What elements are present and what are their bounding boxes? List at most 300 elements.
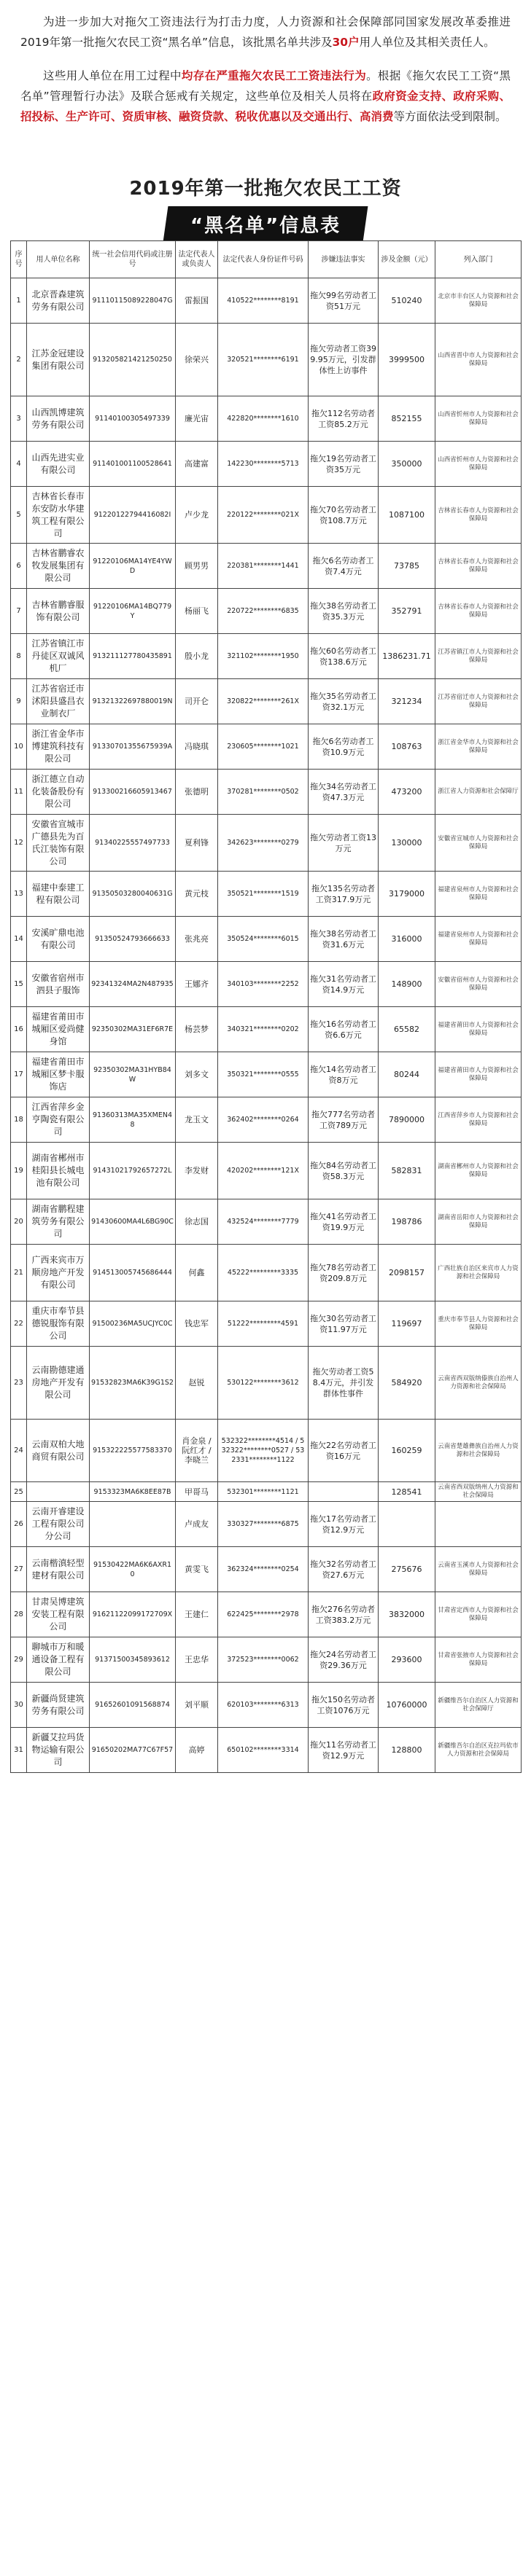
amount-cell: 7890000 — [379, 1097, 435, 1143]
row-number-cell: 30 — [11, 1683, 27, 1728]
id-number-cell: 420202********121X — [218, 1143, 309, 1199]
amount-cell: 119697 — [379, 1301, 435, 1347]
legal-representative-cell: 杨丽飞 — [176, 589, 218, 634]
row-number-cell: 14 — [11, 917, 27, 962]
row-number-cell: 4 — [11, 442, 27, 487]
company-name-cell: 福建省莆田市城厢区梦卡服饰店 — [27, 1052, 90, 1097]
credit-code-cell: 91220106MA14BQ779Y — [90, 589, 176, 634]
credit-code-cell: 91532823MA6K39G1S2 — [90, 1347, 176, 1420]
table-header-cell: 涉嫌违法事实 — [309, 241, 379, 278]
company-name-cell: 江苏省镇江市丹徒区双诚风机厂 — [27, 634, 90, 679]
amount-cell: 350000 — [379, 442, 435, 487]
credit-code-cell: 91500236MA5UCJYC0C — [90, 1301, 176, 1347]
credit-code-cell: 91140100305497339 — [90, 396, 176, 442]
table-row — [11, 917, 522, 962]
intro-highlight-2: 政府资金支持、政府采购、招投标、生产许可、资质审核、融资贷款、税收优惠以及交通出行、高消费 — [20, 90, 511, 123]
violation-fact-cell: 拖欠16名劳动者工资6.6万元 — [309, 1007, 379, 1052]
table-row — [11, 634, 522, 679]
legal-representative-cell: 高婷 — [176, 1728, 218, 1773]
table-row — [11, 1052, 522, 1097]
company-name-cell: 新疆艾拉玛货物运输有限公司 — [27, 1728, 90, 1773]
intro-count: 30户 — [332, 36, 360, 49]
amount-cell: 352791 — [379, 589, 435, 634]
listing-department-cell: 吉林省长春市人力资源和社会保障局 — [435, 589, 522, 634]
legal-representative-cell: 龙玉文 — [176, 1097, 218, 1143]
credit-code-cell: 913211127780435891 — [90, 634, 176, 679]
id-number-cell: 220381********1441 — [218, 544, 309, 589]
row-number-cell: 2 — [11, 324, 27, 396]
listing-department-cell: 福建省莆田市人力资源和社会保障局 — [435, 1052, 522, 1097]
table-row — [11, 872, 522, 917]
violation-fact-cell: 拖欠777名劳动者工资789万元 — [309, 1097, 379, 1143]
legal-representative-cell: 何鑫 — [176, 1245, 218, 1301]
table-header-cell: 统一社会信用代码或注册号 — [90, 241, 176, 278]
credit-code-cell: 91220122794416082I — [90, 487, 176, 544]
credit-code-cell: 91431021792657272L — [90, 1143, 176, 1199]
table-row — [11, 589, 522, 634]
listing-department-cell: 江苏省宿迁市人力资源和社会保障局 — [435, 679, 522, 724]
id-number-cell: 330327********6875 — [218, 1502, 309, 1547]
legal-representative-cell: 卢成友 — [176, 1502, 218, 1547]
id-number-cell: 532301********1121 — [218, 1482, 309, 1502]
violation-fact-cell: 拖欠19名劳动者工资35万元 — [309, 442, 379, 487]
table-row — [11, 1007, 522, 1052]
company-name-cell: 云南勘德建通房地产开发有限公司 — [27, 1347, 90, 1420]
amount-cell — [379, 1502, 435, 1547]
row-number-cell: 15 — [11, 962, 27, 1007]
id-number-cell: 220722********6835 — [218, 589, 309, 634]
table-row — [11, 1245, 522, 1301]
table-row — [11, 1347, 522, 1420]
row-number-cell: 27 — [11, 1547, 27, 1592]
credit-code-cell: 92341324MA2N487935 — [90, 962, 176, 1007]
credit-code-cell — [90, 1502, 176, 1547]
violation-fact-cell: 拖欠14名劳动者工资8万元 — [309, 1052, 379, 1097]
company-name-cell: 安徽省宿州市泗县子服饰 — [27, 962, 90, 1007]
table-row — [11, 1547, 522, 1592]
table-row — [11, 1592, 522, 1637]
table-row — [11, 1683, 522, 1728]
violation-fact-cell: 拖欠劳动者工资13万元 — [309, 815, 379, 872]
amount-cell: 3832000 — [379, 1592, 435, 1637]
table-row — [11, 815, 522, 872]
table-header-cell: 用人单位名称 — [27, 241, 90, 278]
amount-cell: 2098157 — [379, 1245, 435, 1301]
amount-cell: 321234 — [379, 679, 435, 724]
table-row — [11, 442, 522, 487]
amount-cell: 510240 — [379, 278, 435, 324]
id-number-cell: 342623********0279 — [218, 815, 309, 872]
listing-department-cell: 云南省玉溪市人力资源和社会保障局 — [435, 1547, 522, 1592]
page-title: 2019年第一批拖欠农民工工资 — [129, 178, 402, 200]
amount-cell: 3999500 — [379, 324, 435, 396]
id-number-cell: 320521********6191 — [218, 324, 309, 396]
table-row — [11, 962, 522, 1007]
violation-fact-cell: 拖欠32名劳动者工资27.6万元 — [309, 1547, 379, 1592]
listing-department-cell: 浙江省金华市人力资源和社会保障局 — [435, 724, 522, 770]
credit-code-cell: 91350503280040631G — [90, 872, 176, 917]
amount-cell: 316000 — [379, 917, 435, 962]
legal-representative-cell: 李发财 — [176, 1143, 218, 1199]
legal-representative-cell: 冯晓琪 — [176, 724, 218, 770]
company-name-cell: 云南楷滇轻型建材有限公司 — [27, 1547, 90, 1592]
violation-fact-cell: 拖欠6名劳动者工资7.4万元 — [309, 544, 379, 589]
intro-text-2c: 等方面依法受到限制。 — [393, 110, 507, 123]
legal-representative-cell: 甲哥马 — [176, 1482, 218, 1502]
id-number-cell: 230605********1021 — [218, 724, 309, 770]
credit-code-cell: 913205821421250250 — [90, 324, 176, 396]
violation-fact-cell: 拖欠17名劳动者工资12.9万元 — [309, 1502, 379, 1547]
intro-text — [20, 12, 511, 140]
violation-fact-cell: 拖欠31名劳动者工资14.9万元 — [309, 962, 379, 1007]
company-name-cell: 浙江省金华市博建筑科技有限公司 — [27, 724, 90, 770]
id-number-cell: 422820********1610 — [218, 396, 309, 442]
listing-department-cell: 湖南省郴州市人力资源和社会保障局 — [435, 1143, 522, 1199]
intro-paragraph-2 — [20, 66, 511, 127]
row-number-cell: 28 — [11, 1592, 27, 1637]
amount-cell: 73785 — [379, 544, 435, 589]
amount-cell: 148900 — [379, 962, 435, 1007]
listing-department-cell: 江苏省镇江市人力资源和社会保障局 — [435, 634, 522, 679]
listing-department-cell: 云南省西双版纳州人力资源和社会保障局 — [435, 1482, 522, 1502]
credit-code-cell: 91621122099172709X — [90, 1592, 176, 1637]
table-row — [11, 1637, 522, 1683]
listing-department-cell: 新疆维吾尔自治区克拉玛依市人力资源和社会保障局 — [435, 1728, 522, 1773]
blacklist-banner — [163, 206, 368, 242]
listing-department-cell: 吉林省长春市人力资源和社会保障局 — [435, 544, 522, 589]
amount-cell: 584920 — [379, 1347, 435, 1420]
row-number-cell: 10 — [11, 724, 27, 770]
row-number-cell: 22 — [11, 1301, 27, 1347]
legal-representative-cell: 雷振国 — [176, 278, 218, 324]
company-name-cell: 甘肃吴博建筑安装工程有限公司 — [27, 1592, 90, 1637]
listing-department-cell: 安徽省宣城市人力资源和社会保障局 — [435, 815, 522, 872]
credit-code-cell: 91652601091568874 — [90, 1683, 176, 1728]
listing-department-cell: 云南省西双版纳傣族自治州人力资源和社会保障局 — [435, 1347, 522, 1420]
table-body — [11, 278, 522, 1773]
legal-representative-cell: 卢少龙 — [176, 487, 218, 544]
credit-code-cell: 91220106MA14YE4YWD — [90, 544, 176, 589]
row-number-cell: 3 — [11, 396, 27, 442]
table-row — [11, 679, 522, 724]
listing-department-cell: 江西省萍乡市人力资源和社会保障局 — [435, 1097, 522, 1143]
company-name-cell: 广西来宾市万顺房地产开发有限公司 — [27, 1245, 90, 1301]
table-row — [11, 1482, 522, 1502]
table-header-cell: 法定代表人或负责人 — [176, 241, 218, 278]
company-name-cell: 江苏省宿迁市沭阳县盛昌衣业制衣厂 — [27, 679, 90, 724]
table-row — [11, 1143, 522, 1199]
table-header-row — [11, 241, 522, 278]
legal-representative-cell: 司开仑 — [176, 679, 218, 724]
company-name-cell: 安徽省宣城市广德县先为百氏江装饰有限公司 — [27, 815, 90, 872]
company-name-cell: 吉林省长春市东安防水华建筑工程有限公司 — [27, 487, 90, 544]
violation-fact-cell: 拖欠24名劳动者工资29.36万元 — [309, 1637, 379, 1683]
company-name-cell: 江西省萍乡金亨陶瓷有限公司 — [27, 1097, 90, 1143]
credit-code-cell: 92350302MA31HYB84W — [90, 1052, 176, 1097]
amount-cell: 275676 — [379, 1547, 435, 1592]
table-row — [11, 278, 522, 324]
company-name-cell: 福建中泰建工程有限公司 — [27, 872, 90, 917]
row-number-cell: 18 — [11, 1097, 27, 1143]
row-number-cell: 5 — [11, 487, 27, 544]
listing-department-cell: 福建省莆田市人力资源和社会保障局 — [435, 1007, 522, 1052]
legal-representative-cell: 顾男男 — [176, 544, 218, 589]
legal-representative-cell: 张兆亮 — [176, 917, 218, 962]
amount-cell: 1087100 — [379, 487, 435, 544]
violation-fact-cell — [309, 1482, 379, 1502]
table-header-cell: 涉及金额（元） — [379, 241, 435, 278]
company-name-cell: 浙江德立自动化装备股份有限公司 — [27, 770, 90, 815]
table-header-cell: 法定代表人身份证件号码 — [218, 241, 309, 278]
listing-department-cell: 安徽省宿州市人力资源和社会保障局 — [435, 962, 522, 1007]
id-number-cell: 650102********3314 — [218, 1728, 309, 1773]
company-name-cell: 聊城市万和暖通设备工程有限公司 — [27, 1637, 90, 1683]
credit-code-cell: 91110115089228047G — [90, 278, 176, 324]
listing-department-cell: 甘肃省定西市人力资源和社会保障局 — [435, 1592, 522, 1637]
legal-representative-cell: 王建仁 — [176, 1592, 218, 1637]
row-number-cell: 31 — [11, 1728, 27, 1773]
violation-fact-cell: 拖欠劳动者工资58.4万元，并引发群体性事件 — [309, 1347, 379, 1420]
row-number-cell: 13 — [11, 872, 27, 917]
row-number-cell: 25 — [11, 1482, 27, 1502]
legal-representative-cell: 杨芸梦 — [176, 1007, 218, 1052]
title-area — [0, 168, 531, 242]
violation-fact-cell: 拖欠30名劳动者工资11.97万元 — [309, 1301, 379, 1347]
row-number-cell: 9 — [11, 679, 27, 724]
credit-code-cell: 91650202MA77C67F57 — [90, 1728, 176, 1773]
legal-representative-cell: 赵锐 — [176, 1347, 218, 1420]
id-number-cell: 372523********0062 — [218, 1637, 309, 1683]
intro-text-1a: 为进一步加大对拖欠工资违法行为打击力度，人力资源和社会保障部同国家发展改革委推进2019年第一批拖欠农民工资“黑名单”信息，该批黑名单共涉及 — [20, 15, 511, 49]
company-name-cell: 新疆尚贤建筑劳务有限公司 — [27, 1683, 90, 1728]
id-number-cell: 362402********0264 — [218, 1097, 309, 1143]
legal-representative-cell: 王娜齐 — [176, 962, 218, 1007]
id-number-cell: 320822********261X — [218, 679, 309, 724]
amount-cell: 3179000 — [379, 872, 435, 917]
blacklist-table — [10, 240, 522, 1773]
listing-department-cell: 福建省泉州市人力资源和社会保障局 — [435, 872, 522, 917]
company-name-cell: 湖南省郴州市桂阳县长城电池有限公司 — [27, 1143, 90, 1199]
table-row — [11, 487, 522, 544]
amount-cell: 473200 — [379, 770, 435, 815]
intro-text-1b: 用人单位及其相关责任人。 — [359, 36, 495, 49]
amount-cell: 198786 — [379, 1199, 435, 1245]
id-number-cell: 432524********7779 — [218, 1199, 309, 1245]
amount-cell: 293600 — [379, 1637, 435, 1683]
listing-department-cell: 北京市丰台区人力资源和社会保障局 — [435, 278, 522, 324]
row-number-cell: 16 — [11, 1007, 27, 1052]
row-number-cell: 6 — [11, 544, 27, 589]
row-number-cell: 24 — [11, 1420, 27, 1482]
table-row — [11, 1502, 522, 1547]
id-number-cell: 622425********2978 — [218, 1592, 309, 1637]
violation-fact-cell: 拖欠34名劳动者工资47.3万元 — [309, 770, 379, 815]
intro-text-2b: 。根据《拖欠农民工工资“黑名单”管理暂行办法》及联合惩戒有关规定，这些单位及相关人员将在 — [20, 69, 511, 103]
row-number-cell: 20 — [11, 1199, 27, 1245]
table-row — [11, 770, 522, 815]
amount-cell: 80244 — [379, 1052, 435, 1097]
table-row — [11, 324, 522, 396]
listing-department-cell: 山西省晋中市人力资源和社会保障局 — [435, 324, 522, 396]
table-row — [11, 1728, 522, 1773]
violation-fact-cell: 拖欠70名劳动者工资108.7万元 — [309, 487, 379, 544]
listing-department-cell: 湖南省岳阳市人力资源和社会保障局 — [435, 1199, 522, 1245]
violation-fact-cell: 拖欠41名劳动者工资19.9万元 — [309, 1199, 379, 1245]
legal-representative-cell: 徐荣兴 — [176, 324, 218, 396]
id-number-cell: 142230********5713 — [218, 442, 309, 487]
id-number-cell: 220122********021X — [218, 487, 309, 544]
amount-cell: 65582 — [379, 1007, 435, 1052]
row-number-cell: 12 — [11, 815, 27, 872]
violation-fact-cell: 拖欠60名劳动者工资138.6万元 — [309, 634, 379, 679]
company-name-cell: 云南开睿建设工程有限公司分公司 — [27, 1502, 90, 1547]
company-name-cell: 安溪旷鼎电池有限公司 — [27, 917, 90, 962]
violation-fact-cell: 拖欠22名劳动者工资16万元 — [309, 1420, 379, 1482]
blacklist-table-wrap — [10, 240, 521, 1773]
credit-code-cell: 913300216605913467 — [90, 770, 176, 815]
company-name-cell: 山西先进实业有限公司 — [27, 442, 90, 487]
table-row — [11, 724, 522, 770]
intro-text-2a: 这些用人单位在用工过程中 — [43, 69, 182, 82]
legal-representative-cell: 殷小龙 — [176, 634, 218, 679]
id-number-cell: 321102********1950 — [218, 634, 309, 679]
company-name-cell: 湖南省鹏程建筑劳务有限公司 — [27, 1199, 90, 1245]
credit-code-cell: 92350302MA31EF6R7E — [90, 1007, 176, 1052]
banner-text: “黑名单”信息表 — [190, 215, 341, 237]
company-name-cell: 吉林省鹏睿服饰有限公司 — [27, 589, 90, 634]
company-name-cell — [27, 1482, 90, 1502]
id-number-cell: 350521********1519 — [218, 872, 309, 917]
credit-code-cell: 911401001100528641 — [90, 442, 176, 487]
id-number-cell: 51222*********4591 — [218, 1301, 309, 1347]
row-number-cell: 26 — [11, 1502, 27, 1547]
violation-fact-cell: 拖欠38名劳动者工资35.3万元 — [309, 589, 379, 634]
credit-code-cell: 915322225577583370 — [90, 1420, 176, 1482]
violation-fact-cell: 拖欠35名劳动者工资32.1万元 — [309, 679, 379, 724]
id-number-cell: 350524********6015 — [218, 917, 309, 962]
legal-representative-cell: 钱忠军 — [176, 1301, 218, 1347]
legal-representative-cell: 刘多文 — [176, 1052, 218, 1097]
row-number-cell: 8 — [11, 634, 27, 679]
row-number-cell: 17 — [11, 1052, 27, 1097]
legal-representative-cell: 肖金泉 / 阮红才 / 李晓兰 — [176, 1420, 218, 1482]
credit-code-cell: 91340225557497733 — [90, 815, 176, 872]
company-name-cell: 北京晋森建筑劳务有限公司 — [27, 278, 90, 324]
row-number-cell: 7 — [11, 589, 27, 634]
legal-representative-cell: 夏利锋 — [176, 815, 218, 872]
listing-department-cell: 云南省楚雄彝族自治州人力资源和社会保障局 — [435, 1420, 522, 1482]
listing-department-cell: 浙江省人力资源和社会保障厅 — [435, 770, 522, 815]
amount-cell: 160259 — [379, 1420, 435, 1482]
credit-code-cell: 91321322697880019N — [90, 679, 176, 724]
table-row — [11, 1301, 522, 1347]
row-number-cell: 21 — [11, 1245, 27, 1301]
violation-fact-cell: 拖欠135名劳动者工资317.9万元 — [309, 872, 379, 917]
company-name-cell: 江苏金冠建设集团有限公司 — [27, 324, 90, 396]
id-number-cell: 340321********0202 — [218, 1007, 309, 1052]
table-header-cell: 列入部门 — [435, 241, 522, 278]
company-name-cell: 云南双柏大地商贸有限公司 — [27, 1420, 90, 1482]
id-number-cell: 530122********3612 — [218, 1347, 309, 1420]
legal-representative-cell: 王忠华 — [176, 1637, 218, 1683]
table-header-cell: 序号 — [11, 241, 27, 278]
legal-representative-cell: 张德明 — [176, 770, 218, 815]
listing-department-cell: 重庆市奉节县人力资源和社会保障局 — [435, 1301, 522, 1347]
listing-department-cell: 新疆维吾尔自治区人力资源和社会保障厅 — [435, 1683, 522, 1728]
amount-cell: 1386231.71 — [379, 634, 435, 679]
amount-cell: 582831 — [379, 1143, 435, 1199]
legal-representative-cell: 黄雯飞 — [176, 1547, 218, 1592]
listing-department-cell: 吉林省长春市人力资源和社会保障局 — [435, 487, 522, 544]
amount-cell: 10760000 — [379, 1683, 435, 1728]
company-name-cell: 吉林省鹏睿农牧发展集团有限公司 — [27, 544, 90, 589]
row-number-cell: 29 — [11, 1637, 27, 1683]
violation-fact-cell: 拖欠150名劳动者工资1076万元 — [309, 1683, 379, 1728]
credit-code-cell: 91371500345893612 — [90, 1637, 176, 1683]
violation-fact-cell: 拖欠6名劳动者工资10.9万元 — [309, 724, 379, 770]
violation-fact-cell: 拖欠78名劳动者工资209.8万元 — [309, 1245, 379, 1301]
credit-code-cell: 91350524793666633 — [90, 917, 176, 962]
table-row — [11, 1199, 522, 1245]
credit-code-cell: 91430600MA4L6BG90C — [90, 1199, 176, 1245]
violation-fact-cell: 拖欠劳动者工资399.95万元，引发群体性上访事件 — [309, 324, 379, 396]
amount-cell: 130000 — [379, 815, 435, 872]
amount-cell: 852155 — [379, 396, 435, 442]
violation-fact-cell: 拖欠112名劳动者工资85.2万元 — [309, 396, 379, 442]
id-number-cell: 410522********8191 — [218, 278, 309, 324]
id-number-cell: 370281********0502 — [218, 770, 309, 815]
amount-cell: 108763 — [379, 724, 435, 770]
id-number-cell: 362324********0254 — [218, 1547, 309, 1592]
credit-code-cell: 91530422MA6K6AXR10 — [90, 1547, 176, 1592]
credit-code-cell: 91360313MA35XMEN48 — [90, 1097, 176, 1143]
row-number-cell: 19 — [11, 1143, 27, 1199]
id-number-cell: 620103********6313 — [218, 1683, 309, 1728]
listing-department-cell: 山西省忻州市人力资源和社会保障局 — [435, 442, 522, 487]
credit-code-cell: 914513005745686444 — [90, 1245, 176, 1301]
legal-representative-cell: 刘平顺 — [176, 1683, 218, 1728]
credit-code-cell: 91330701355675939A — [90, 724, 176, 770]
intro-paragraph-1 — [20, 12, 511, 52]
company-name-cell: 重庆市奉节县德锐服饰有限公司 — [27, 1301, 90, 1347]
legal-representative-cell: 徐志国 — [176, 1199, 218, 1245]
id-number-cell: 340103********2252 — [218, 962, 309, 1007]
table-row — [11, 1420, 522, 1482]
company-name-cell: 福建省莆田市城厢区爱尚健身馆 — [27, 1007, 90, 1052]
listing-department-cell: 福建省泉州市人力资源和社会保障局 — [435, 917, 522, 962]
row-number-cell: 23 — [11, 1347, 27, 1420]
violation-fact-cell: 拖欠99名劳动者工资51万元 — [309, 278, 379, 324]
amount-cell: 128541 — [379, 1482, 435, 1502]
table-row — [11, 544, 522, 589]
row-number-cell: 1 — [11, 278, 27, 324]
id-number-cell: 532322********4514 / 532322********0527 / 532331********1122 — [218, 1420, 309, 1482]
id-number-cell: 350321********0555 — [218, 1052, 309, 1097]
company-name-cell: 山西凯博建筑劳务有限公司 — [27, 396, 90, 442]
violation-fact-cell: 拖欠38名劳动者工资31.6万元 — [309, 917, 379, 962]
legal-representative-cell: 廉光宙 — [176, 396, 218, 442]
intro-highlight-1: 均存在严重拖欠农民工工资违法行为 — [181, 69, 367, 82]
table-row — [11, 396, 522, 442]
violation-fact-cell: 拖欠11名劳动者工资12.9万元 — [309, 1728, 379, 1773]
table-row — [11, 1097, 522, 1143]
listing-department-cell: 山西省忻州市人力资源和社会保障局 — [435, 396, 522, 442]
amount-cell: 128800 — [379, 1728, 435, 1773]
legal-representative-cell: 高建富 — [176, 442, 218, 487]
violation-fact-cell: 拖欠276名劳动者工资383.2万元 — [309, 1592, 379, 1637]
listing-department-cell — [435, 1502, 522, 1547]
row-number-cell: 11 — [11, 770, 27, 815]
